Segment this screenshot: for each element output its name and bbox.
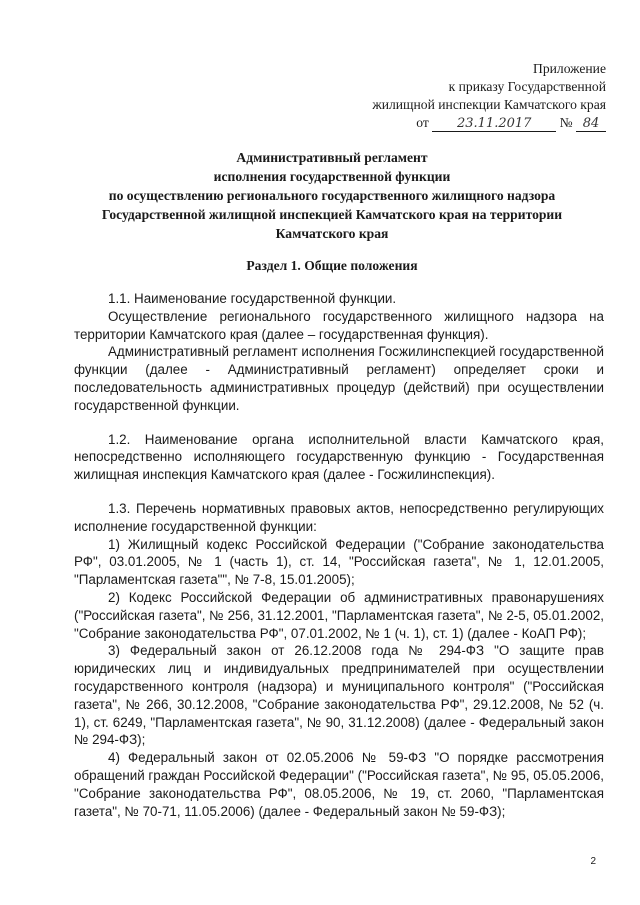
paragraph: Административный регламент исполнения Госжилинспекцией государственной функции (далее - Административный регламент) определяет сроки и последовательность административных процедур (действий) при осуществлении государственной функции. <box>74 344 604 413</box>
list-item: 4) Федеральный закон от 02.05.2006 № 59-ФЗ "О порядке рассмотрения обращений граждан Российской Федерации" ("Российская газета", № 95, 05.05.2006, "Собрание законодательства РФ", 08.05.2006, № 19, ст. 2060, "Парламентская газета", № 70-71, 11.05.2006) (далее - Федеральный закон № 59-ФЗ); <box>74 750 604 819</box>
appendix-date-line <box>372 114 606 132</box>
list-item: 3) Федеральный закон от 26.12.2008 года № 294-ФЗ "О защите прав юридических лиц и индивидуальных предпринимателей при осуществлении государственного контроля (надзора) и муниципального контроля" ("Российская газета", № 266, 30.12.2008, "Собрание законодательства РФ", 29.12.2008, № 52 (ч. 1), ст. 6249, "Парламентская газета", № 90, 31.12.2008) (далее - Федеральный закон № 294-ФЗ); <box>74 643 604 748</box>
list-item: 1) Жилищный кодекс Российской Федерации ("Собрание законодательства РФ", 03.01.2005, № 1 (часть 1), ст. 14, "Российская газета", № 1, 12.01.2005, "Парламентская газета"", № 7-8, 15.01.2005); <box>74 536 604 588</box>
appendix-line: жилищной инспекции Камчатского края <box>372 97 606 112</box>
number-label: № <box>559 115 573 130</box>
handwritten-date: 23.11.2017 <box>432 117 556 132</box>
title-line: по осуществлению регионального государственного жилищного надзора <box>108 188 556 203</box>
list-item: 2) Кодекс Российской Федерации об административных правонарушениях ("Российская газета", № 256, 31.12.2001, "Парламентская газета", № 2-5, 05.01.2002, "Собрание законодательства РФ", 07.01.2002, № 1 (ч. 1), ст. 1) (далее - КоАП РФ); <box>74 589 604 641</box>
paragraph-gap <box>74 415 604 431</box>
from-label: от <box>416 115 429 130</box>
paragraph: 1.2. Наименование органа исполнительной власти Камчатского края, непосредственно исполняющего государственную функцию - Государственная жилищная инспекция Камчатского края (далее - Госжилинспекция). <box>74 431 604 483</box>
paragraph-gap <box>74 484 604 500</box>
paragraph: 1.1. Наименование государственной функции. <box>108 291 397 306</box>
page-number: 2 <box>590 856 596 867</box>
paragraph: 1.3. Перечень нормативных правовых актов, непосредственно регулирующих исполнение государственной функции: <box>74 500 604 534</box>
title-line: Камчатского края <box>275 226 389 241</box>
appendix-block <box>372 60 606 132</box>
appendix-line: Приложение <box>533 61 606 76</box>
document-body <box>74 290 604 820</box>
handwritten-number: 84 <box>576 117 606 132</box>
section-heading: Раздел 1. Общие положения <box>246 258 418 273</box>
document-title <box>60 148 604 243</box>
appendix-line: к приказу Государственной <box>448 79 606 94</box>
title-line: Государственной жилищной инспекцией Камчатского края на территории <box>101 207 563 222</box>
title-line: Административный регламент <box>236 150 428 165</box>
paragraph: Осуществление регионального государственного жилищного надзора на территории Камчатского края (далее – государственная функция). <box>74 308 604 342</box>
title-line: исполнения государственной функции <box>213 169 451 184</box>
